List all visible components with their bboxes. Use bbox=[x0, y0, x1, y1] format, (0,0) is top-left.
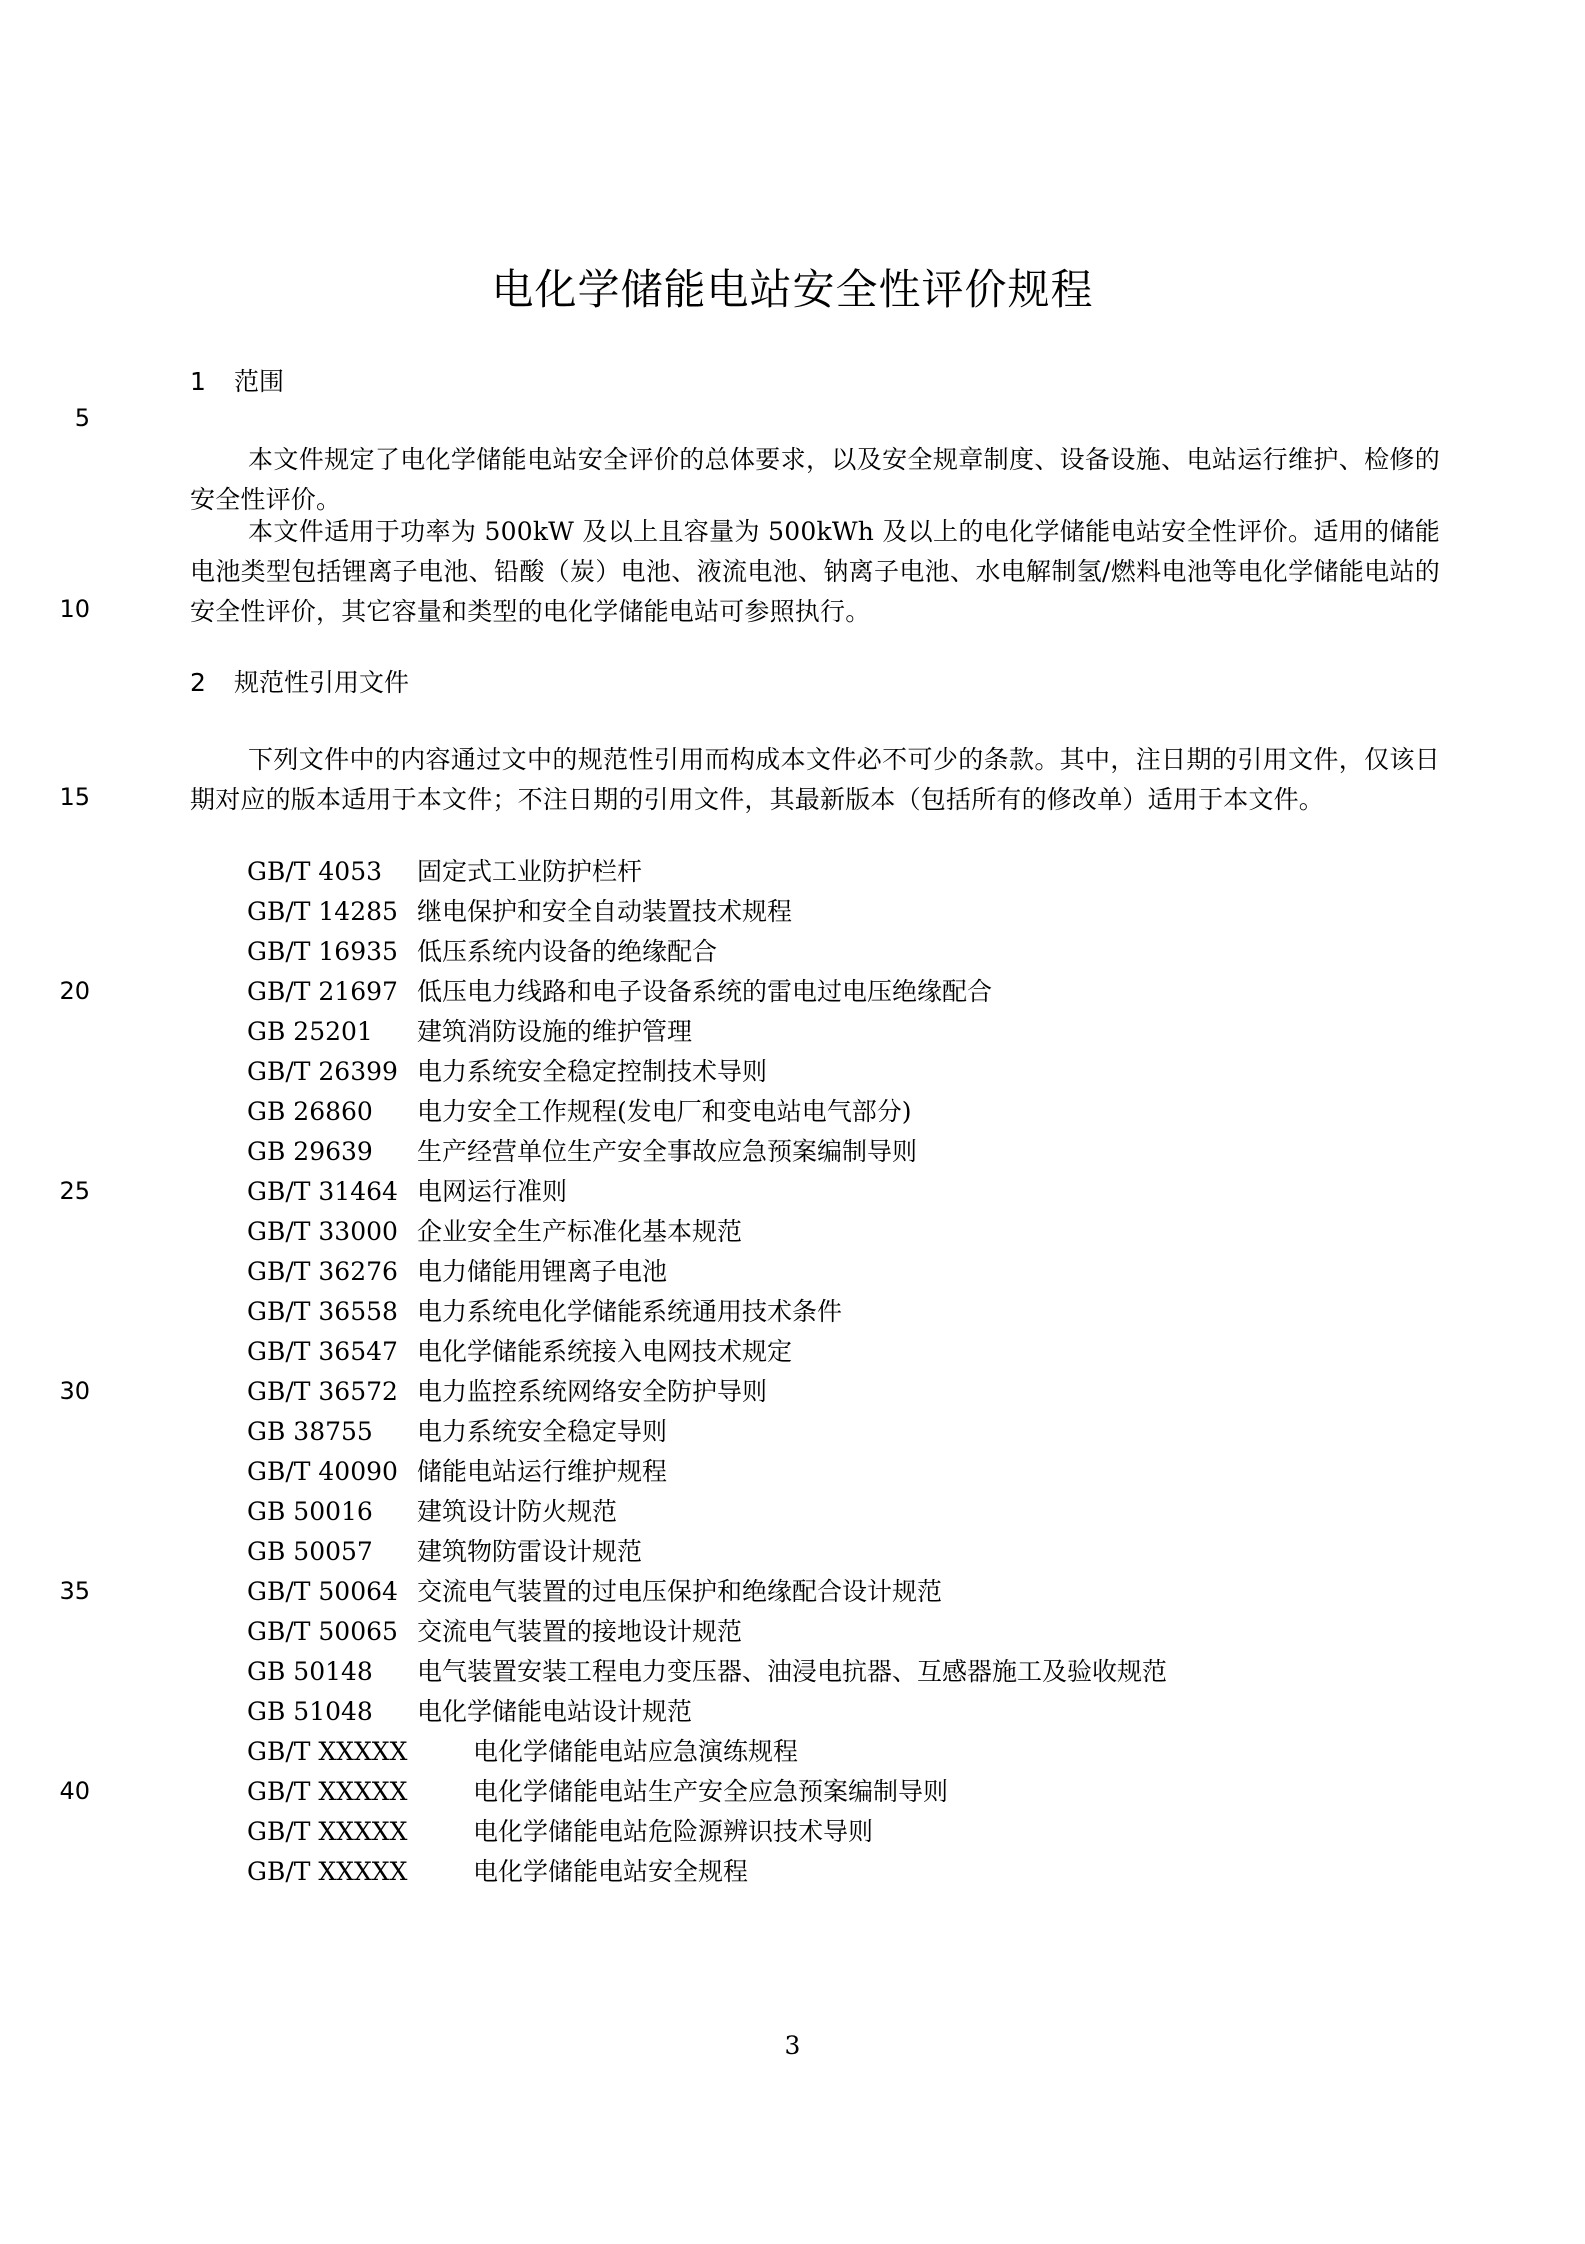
reference-item bbox=[247, 1176, 567, 1208]
reference-code: GB 50057 bbox=[247, 1537, 373, 1566]
reference-item bbox=[247, 1256, 667, 1288]
line-number: 30 bbox=[59, 1377, 90, 1405]
reference-code: GB 50016 bbox=[247, 1497, 373, 1526]
reference-title: 建筑物防雷设计规范 bbox=[417, 1537, 643, 1566]
line-number: 10 bbox=[59, 595, 90, 623]
reference-item bbox=[247, 1696, 692, 1728]
reference-code: GB/T 4053 bbox=[247, 857, 383, 886]
reference-item bbox=[247, 976, 992, 1008]
reference-code: GB 50148 bbox=[247, 1657, 373, 1686]
line-number: 20 bbox=[59, 977, 90, 1005]
reference-item bbox=[247, 1616, 742, 1648]
reference-code: GB/T 50064 bbox=[247, 1577, 398, 1606]
reference-item bbox=[247, 1456, 667, 1488]
reference-title: 电化学储能电站设计规范 bbox=[417, 1697, 693, 1726]
line-number: 15 bbox=[59, 783, 90, 811]
reference-code: GB/T XXXXX bbox=[247, 1817, 408, 1846]
reference-item bbox=[247, 1536, 642, 1568]
section-number: 1 bbox=[190, 367, 206, 396]
reference-title: 电力系统安全稳定导则 bbox=[417, 1417, 668, 1446]
section-title: 范围 bbox=[234, 367, 285, 396]
reference-code: GB/T 21697 bbox=[247, 977, 398, 1006]
reference-title: 交流电气装置的接地设计规范 bbox=[417, 1617, 743, 1646]
reference-title: 低压电力线路和电子设备系统的雷电过电压绝缘配合 bbox=[417, 977, 993, 1006]
reference-item bbox=[247, 1736, 798, 1768]
reference-code: GB 38755 bbox=[247, 1417, 373, 1446]
reference-code: GB/T XXXXX bbox=[247, 1857, 408, 1886]
reference-item bbox=[247, 1816, 873, 1848]
reference-title: 电力监控系统网络安全防护导则 bbox=[417, 1377, 768, 1406]
reference-title: 电网运行准则 bbox=[417, 1177, 568, 1206]
reference-code: GB/T 16935 bbox=[247, 937, 398, 966]
reference-item bbox=[247, 1336, 792, 1368]
paragraph: 下列文件中的内容通过文中的规范性引用而构成本文件必不可少的条款。其中，注日期的引用文件，仅该日期对应的版本适用于本文件；不注日期的引用文件，其最新版本（包括所有的修改单）适用于本文件。 bbox=[190, 745, 1440, 814]
paragraph: 本文件适用于功率为 500kW 及以上且容量为 500kWh 及以上的电化学储能电站安全性评价。适用的储能电池类型包括锂离子电池、铅酸（炭）电池、液流电池、钠离子电池、水电解制氢/燃料电池等电化学储能电站的安全性评价，其它容量和类型的电化学储能电站可参照执行。 bbox=[190, 517, 1440, 626]
reference-item bbox=[247, 1136, 917, 1168]
reference-code: GB/T 14285 bbox=[247, 897, 398, 926]
reference-code: GB/T 36572 bbox=[247, 1377, 398, 1406]
reference-title: 电化学储能电站生产安全应急预案编制导则 bbox=[473, 1777, 949, 1806]
reference-code: GB/T 40090 bbox=[247, 1457, 398, 1486]
line-number: 40 bbox=[59, 1777, 90, 1805]
reference-title: 电化学储能电站危险源辨识技术导则 bbox=[473, 1817, 874, 1846]
reference-title: 电化学储能电站应急演练规程 bbox=[473, 1737, 799, 1766]
reference-item bbox=[247, 1416, 667, 1448]
reference-title: 交流电气装置的过电压保护和绝缘配合设计规范 bbox=[417, 1577, 943, 1606]
reference-title: 电气装置安装工程电力变压器、油浸电抗器、互感器施工及验收规范 bbox=[417, 1657, 1168, 1686]
reference-title: 电化学储能电站安全规程 bbox=[473, 1857, 749, 1886]
reference-item bbox=[247, 1656, 1167, 1688]
reference-code: GB/T 36558 bbox=[247, 1297, 398, 1326]
reference-item bbox=[247, 1216, 742, 1248]
reference-title: 建筑设计防火规范 bbox=[417, 1497, 618, 1526]
reference-item bbox=[247, 1856, 748, 1888]
reference-code: GB 51048 bbox=[247, 1697, 373, 1726]
reference-item bbox=[247, 1016, 692, 1048]
reference-code: GB/T 50065 bbox=[247, 1617, 398, 1646]
section-number: 2 bbox=[190, 668, 206, 697]
document-title: 电化学储能电站安全性评价规程 bbox=[491, 265, 1094, 314]
reference-item bbox=[247, 1496, 617, 1528]
line-number: 25 bbox=[59, 1177, 90, 1205]
reference-item bbox=[247, 896, 792, 928]
reference-code: GB/T 26399 bbox=[247, 1057, 398, 1086]
reference-item bbox=[247, 1576, 942, 1608]
reference-code: GB 25201 bbox=[247, 1017, 373, 1046]
section-heading bbox=[190, 366, 284, 398]
reference-title: 储能电站运行维护规程 bbox=[417, 1457, 668, 1486]
section-heading bbox=[190, 667, 409, 699]
reference-code: GB 26860 bbox=[247, 1097, 373, 1126]
paragraph: 本文件规定了电化学储能电站安全评价的总体要求，以及安全规章制度、设备设施、电站运行维护、检修的安全性评价。 bbox=[190, 445, 1440, 514]
reference-title: 建筑消防设施的维护管理 bbox=[417, 1017, 693, 1046]
reference-item bbox=[247, 1376, 767, 1408]
reference-code: GB/T XXXXX bbox=[247, 1737, 408, 1766]
reference-code: GB/T 33000 bbox=[247, 1217, 398, 1246]
section-title: 规范性引用文件 bbox=[234, 668, 410, 697]
reference-title: 电力储能用锂离子电池 bbox=[417, 1257, 668, 1286]
reference-title: 电力安全工作规程(发电厂和变电站电气部分) bbox=[417, 1097, 912, 1126]
reference-title: 固定式工业防护栏杆 bbox=[417, 857, 643, 886]
line-number: 5 bbox=[74, 404, 90, 432]
reference-title: 低压系统内设备的绝缘配合 bbox=[417, 937, 718, 966]
reference-item bbox=[247, 856, 642, 888]
reference-code: GB/T XXXXX bbox=[247, 1777, 408, 1806]
reference-title: 继电保护和安全自动装置技术规程 bbox=[417, 897, 793, 926]
line-number: 35 bbox=[59, 1577, 90, 1605]
reference-item bbox=[247, 1056, 767, 1088]
reference-title: 生产经营单位生产安全事故应急预案编制导则 bbox=[417, 1137, 918, 1166]
reference-item bbox=[247, 1296, 842, 1328]
reference-title: 企业安全生产标准化基本规范 bbox=[417, 1217, 743, 1246]
reference-item bbox=[247, 1096, 912, 1128]
reference-title: 电力系统电化学储能系统通用技术条件 bbox=[417, 1297, 843, 1326]
reference-title: 电化学储能系统接入电网技术规定 bbox=[417, 1337, 793, 1366]
reference-code: GB/T 31464 bbox=[247, 1177, 398, 1206]
reference-item bbox=[247, 936, 717, 968]
reference-code: GB/T 36276 bbox=[247, 1257, 398, 1286]
reference-item bbox=[247, 1776, 948, 1808]
reference-code: GB 29639 bbox=[247, 1137, 373, 1166]
reference-title: 电力系统安全稳定控制技术导则 bbox=[417, 1057, 768, 1086]
page-number: 3 bbox=[784, 2031, 801, 2060]
reference-code: GB/T 36547 bbox=[247, 1337, 398, 1366]
